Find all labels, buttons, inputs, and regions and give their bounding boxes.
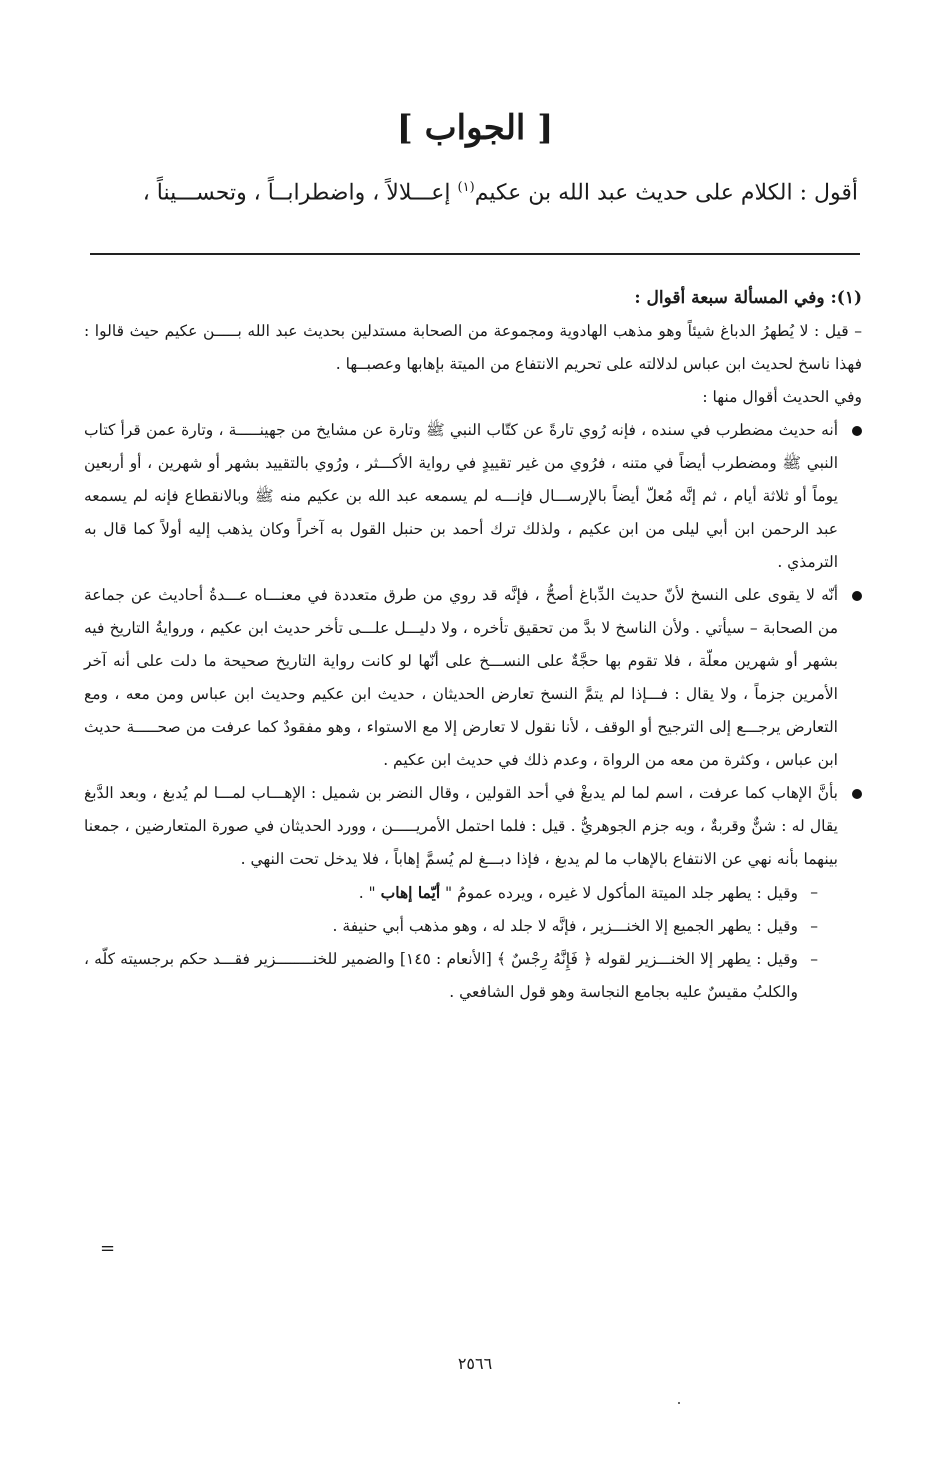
bullet-text: أنه حديث مضطرب في سنده ، فإنه رُوي تارةً عن كتّاب النبي ﷺ وتارة عن مشايخ من جهينـــــة ، وتارة عمن قرأ كتاب النبي ﷺ ومضطرب أيضاً في متنه ، فرُوي من غير تقييدٍ في رواية الأكـــثر ، ورُوي بالتقييد بشهر أو شهرين ، أو أربعين يوماً أو ثلاثة أيام ، ثم إنَّه مُعلّ أيضاً بالإرســـال فإنـــه لم يسمعه عبد الله بن عكيم منه ﷺ وبالانقطاع فإنه لم يسمعه عبد الرحمن ابن أبي ليلى من ابن عكيم ، ولذلك ترك أحمد بن حنبل القول به آخراً وكان يذهب إليه أولاً كما قال به الترمذي . (84, 421, 838, 571)
dash-text-bold: أيّما إهاب (380, 883, 441, 902)
dash-mark: – (810, 950, 818, 968)
footnote-block (84, 282, 862, 1009)
dash-text: وقيل : يطهر الجميع إلا الخنـــزير ، فإنَّه لا جلد له ، وهو مذهب أبي حنيفة . (332, 917, 798, 935)
bullet-text: أنّه لا يقوى على النسخ لأنّ حديث الدِّباغ أصحُّ ، فإنَّه قد روي من طرق متعددة في معنـــاه عـــدةُ أحاديث عن جماعة من الصحابة – سيأتي . ولأن الناسخ لا بدَّ من تحقيق تأخره ، ولا دليـــل علـــى تأخر حديث ابن عكيم ، وروايةُ التاريخ فيه بشهر أو شهرين معلّة ، فلا تقوم بها حجَّةٌ على النســـخ على أنّها لو كانت رواية التاريخ صحيحة ما دلت على أنه آخر الأمرين جزماً ، ولا يقال : فـــإذا لم يتمَّ النسخ تعارض الحديثان ، حديث ابن عكيم وحديث ابن عباس ومن معه ، ومع التعارض يرجـــع إلى الترجيح أو الوقف ، لأنا نقول لا تعارض إلا مع الاستواء ، وهو مفقودٌ كما عرفت من صحـــــة حديث ابن عباس ، وكثرة من معه من الرواة ، وعدم ذلك في حديث ابن عكيم . (84, 586, 838, 769)
section-heading: [ الجواب ] (396, 108, 554, 148)
intro-text-before: أقول : الكلام على حديث عبد الله بن عكيم (474, 180, 858, 206)
dash-text-before: وقيل : يطهر جلد الميتة المأكول لا غيره ، ويرده عمومُ " (440, 884, 798, 902)
footnote-separator-rule (90, 253, 860, 255)
bullet-text: بأنَّ الإهاب كما عرفت ، اسم لما لم يدبغْ في أحد القولين ، وقال النضر بن شميل : الإهـــاب لمـــا لم يُدبغ ، وبعد الدَّبغ يقال له : شنٌّ وقربةٌ ، وبه جزم الجوهريُّ . قيل : فلما احتمل الأمريـــــن ، وورد الحديثان في صورة المتعارضين ، جمعنا بينهما بأنه نهي عن الانتفاع بالإهاب ما لم يدبغ ، فإذا دبـــغ لم يُسمَّ إهاباً ، فلا يدخل تحت النهي . (84, 784, 838, 868)
continuation-mark: = (100, 1238, 116, 1259)
footnote-first-paragraph: – قيل : لا يُطهرُ الدباغ شيئاً وهو مذهب الهادوية ومجموعة من الصحابة مستدلين بحديث عبد الله بـــــن عكيم حيث قالوا : فهذا ناسخ لحديث ابن عباس لدلالته على تحريم الانتفاع من الميتة بإهابها وعصبــها . (84, 322, 862, 373)
dash-item (84, 910, 862, 943)
bullet-dot-icon (852, 591, 862, 601)
bullet-item (84, 777, 862, 876)
print-speck (678, 1402, 680, 1404)
dash-mark: – (810, 883, 818, 901)
footnote-sub-intro: وفي الحديث أقوال منها : (702, 388, 862, 406)
bullet-dot-icon (852, 426, 862, 436)
dash-text: وقيل : يطهر إلا الخنـــزير لقوله ﴿ فَإِنَّهُ رِجْسٌ ﴾ [الأنعام : ١٤٥] والضمير للخنــــــــزير فقـــد حكم برجسيته كلّه ، والكلبُ مقيسٌ عليه بجامع النجاسة وهو قول الشافعي . (84, 950, 798, 1001)
dash-item (84, 876, 862, 910)
bullet-item (84, 579, 862, 777)
dash-text-after: " . (358, 884, 381, 902)
page-number: ٢٥٦٦ (457, 1354, 493, 1373)
dash-mark: – (810, 917, 818, 935)
intro-line (88, 180, 858, 205)
intro-text-after: إعـــلالاً ، واضطرابــاً ، وتحســـيناً ، (142, 180, 458, 206)
footnote-reference: (١) (457, 180, 475, 195)
footnote-heading: (١): وفي المسألة سبعة أقوال : (634, 288, 862, 308)
dash-item (84, 943, 862, 1009)
bullet-dot-icon (852, 789, 862, 799)
bullet-item (84, 414, 862, 579)
